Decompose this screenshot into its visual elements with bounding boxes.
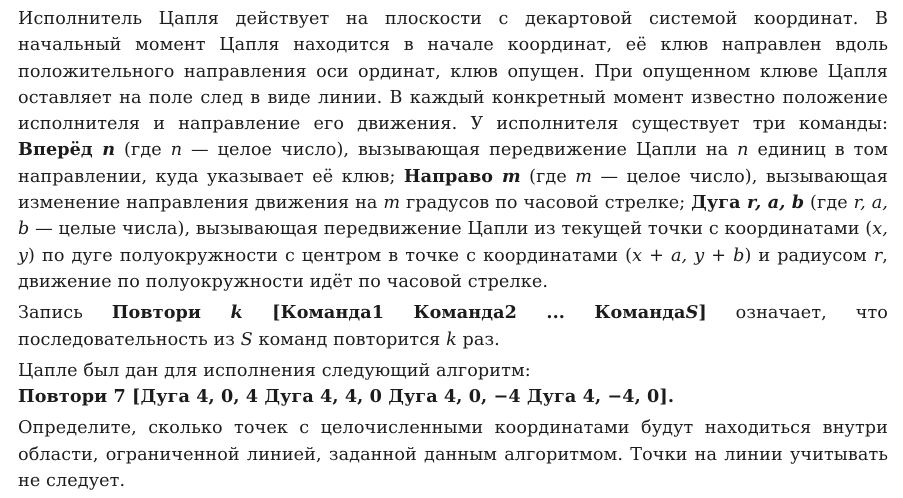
text-segment: a, y <box>670 245 705 266</box>
text-segment: m <box>383 193 401 214</box>
text-segment: команд повторится <box>252 329 447 350</box>
text-segment: S <box>685 302 699 324</box>
problem-text <box>18 6 888 494</box>
text-segment: — целое число), вызывающая передвижение Цапли на <box>182 140 738 161</box>
text-segment: r, a, b <box>747 192 805 214</box>
text-segment: ) по дуге полуокружности с центром в точке с координатами ( <box>28 245 633 266</box>
paragraph-repeat-definition <box>18 300 888 353</box>
text-segment: Направо <box>403 165 503 187</box>
text-segment: r, a, b <box>18 193 888 240</box>
text-segment: Вперёд <box>18 139 103 161</box>
text-segment: n <box>102 139 116 161</box>
paragraph-question <box>18 415 888 494</box>
text-segment: (где <box>804 193 854 214</box>
text-segment: Повтори 7 [Дуга 4, 0, 4 Дуга 4, 4, 0 Дуга 4, 0, −4 Дуга 4, −4, 0]. <box>18 386 675 408</box>
text-segment: [Команда1 Команда2 ... Команда <box>242 302 686 324</box>
text-segment: Повтори <box>111 302 231 324</box>
text-segment: (где <box>520 166 576 187</box>
text-segment: m <box>575 166 593 187</box>
text-segment: n <box>170 140 183 161</box>
text-segment: m <box>502 165 521 187</box>
text-segment: r <box>873 245 883 266</box>
paragraph-intro <box>18 6 888 295</box>
paragraph-algorithm-code <box>18 384 888 410</box>
text-segment: x <box>632 245 643 266</box>
text-segment: , движение по полуокружности идёт по часовой стрелке. <box>18 245 888 292</box>
text-segment: k <box>230 302 243 324</box>
text-segment: градусов по часовой стрелке; <box>400 193 692 214</box>
text-segment: означает, что последовательность из <box>18 303 888 350</box>
text-segment: Исполнитель Цапля действует на плоскости с декартовой системой координат. В начальный момент Цапля находится в начале координат, её клюв направлен вдоль положительного направления оси ординат, клюв опущен. При опущенном клюве Цапля оставляет на поле след в виде линии. В каждый конкретный момент известно положение исполнителя и направление его движения. У исполнителя существует три команды: <box>18 9 888 135</box>
text-segment: ) и радиусом <box>744 245 874 266</box>
text-segment: — целые числа), вызывающая передвижение Цапли из текущей точки с координатами ( <box>29 219 873 240</box>
text-segment: n <box>737 140 749 161</box>
text-segment: Цапле был дан для исполнения следующий алгоритм: <box>18 360 531 381</box>
text-segment: раз. <box>456 329 500 350</box>
text-segment: b <box>733 245 745 266</box>
text-segment: x, y <box>18 219 888 266</box>
text-segment: Определите, сколько точек с целочисленными координатами будут находиться внутри области, ограниченной линией, заданной данным алгоритмом. Точки на линии учитывать не следует. <box>18 418 888 492</box>
text-segment: (где <box>115 140 171 161</box>
paragraph-algorithm-intro <box>18 358 888 384</box>
text-segment: Запись <box>18 303 112 324</box>
text-segment: + <box>704 245 734 266</box>
text-segment: + <box>642 245 671 266</box>
text-segment: S <box>240 329 253 350</box>
text-segment: — целое число), вызывающая изменение направления движения на <box>18 166 888 214</box>
text-segment: Дуга <box>691 192 748 214</box>
text-segment: k <box>446 329 457 350</box>
text-segment: единиц в том направлении, куда указывает её клюв; <box>18 140 888 187</box>
text-segment: ] <box>698 302 707 324</box>
